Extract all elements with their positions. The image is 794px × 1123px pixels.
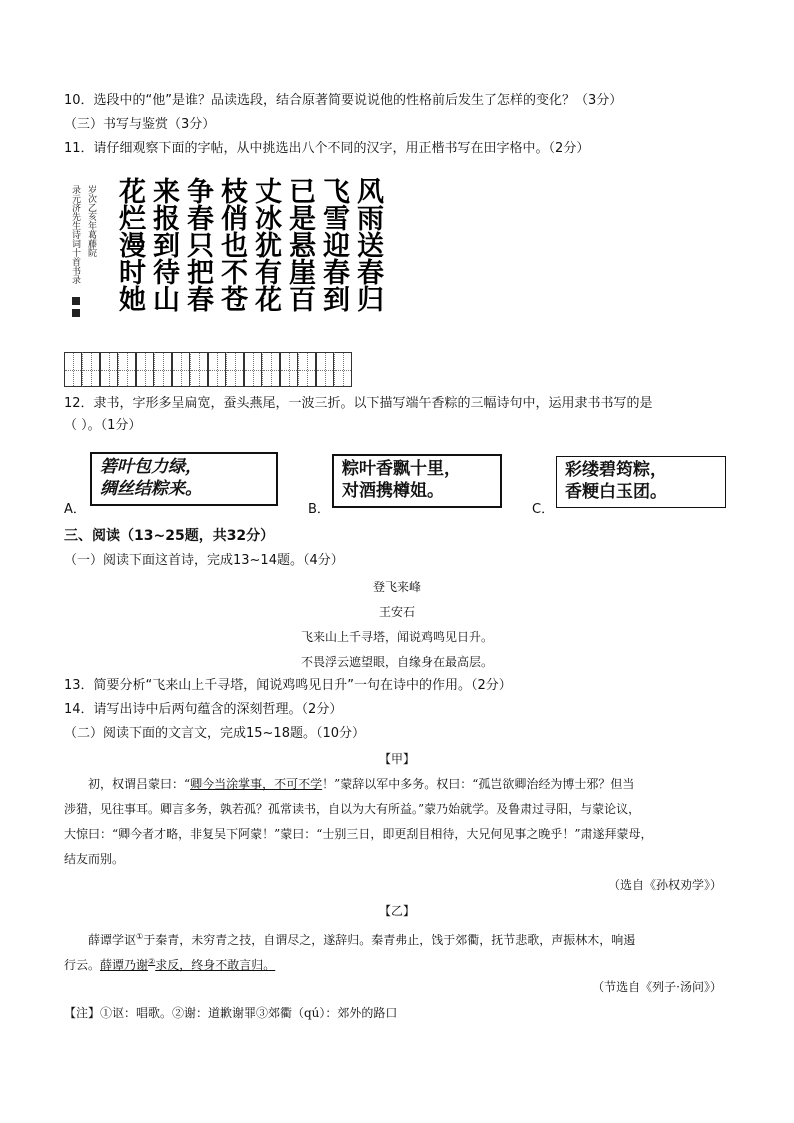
poem-line-2: 不畏浮云遮望眼，自缘身在最高层。 bbox=[300, 655, 493, 669]
grid-cell[interactable] bbox=[316, 352, 334, 387]
question-14: 14．请写出诗中后两句蕴含的深刻哲理。（2分） bbox=[64, 702, 343, 717]
passage-yi-title: 【乙】 bbox=[378, 904, 415, 918]
underlined-sentence: 卿今当涂掌事，不可不学 bbox=[190, 777, 323, 791]
option-a-letter: A． bbox=[64, 502, 86, 517]
grid-cell[interactable] bbox=[82, 352, 100, 387]
text-span: 于秦青，未穷青之技，自谓尽之，遂辞归。秦青弗止，饯于郊衢，抚节悲歌，声振林木，响遏 bbox=[143, 933, 636, 947]
grid-cell[interactable] bbox=[244, 352, 262, 387]
option-a-box bbox=[90, 452, 278, 506]
grid-cell[interactable] bbox=[298, 352, 316, 387]
copybook-column: 来报到待山 bbox=[148, 177, 179, 312]
option-c-letter: C． bbox=[532, 502, 555, 517]
footnote: 【注】①讴：唱歌。②谢：道歉谢罪③郊衢（qú）：郊外的路口 bbox=[64, 1006, 398, 1020]
underlined-sentence: 薛谭乃谢 bbox=[100, 958, 149, 972]
passage-jia-line: 涉猎，见往事耳。卿言多务，孰若孤？孤常读书，自以为大有所益。”蒙乃始就学。及鲁肃过寻阳，与蒙论议， bbox=[64, 802, 641, 816]
text-span: 初，权谓吕蒙曰：“ bbox=[88, 777, 191, 791]
copybook-column: 丈冰犹有花 bbox=[250, 177, 281, 312]
reading-section-title: 三、阅读（13~25题，共32分） bbox=[64, 528, 275, 544]
copybook-column: 风雨送春归 bbox=[352, 177, 383, 312]
passage-jia-line: 大惊曰：“卿今者才略，非复吴下阿蒙！”蒙曰：“士别三日，即更刮目相待，大兄何见事之晚乎！”肃遂拜蒙母， bbox=[64, 827, 653, 841]
copybook-column: 飞雪迎春到 bbox=[318, 177, 349, 312]
grid-cell[interactable] bbox=[136, 352, 154, 387]
option-c-line2: 香粳白玉团。 bbox=[565, 482, 667, 502]
passage-yi-line bbox=[88, 928, 635, 949]
classical-intro: （二）阅读下面的文言文，完成15~18题。（10分） bbox=[64, 726, 366, 741]
option-b-line2: 对酒携樽姐。 bbox=[342, 481, 444, 501]
grid-cell[interactable] bbox=[100, 352, 118, 387]
grid-cell[interactable] bbox=[154, 352, 172, 387]
option-b-box bbox=[332, 454, 502, 508]
grid-cell[interactable] bbox=[334, 352, 352, 387]
copybook-inscription-1: 岁次乙亥年葛藤院 bbox=[86, 185, 96, 257]
question-10: 10．选段中的“他”是谁？品读选段，结合原著简要说说他的性格前后发生了怎样的变化？（3分） bbox=[64, 93, 623, 108]
passage-yi-line bbox=[64, 953, 275, 974]
grid-cell[interactable] bbox=[226, 352, 244, 387]
copybook-column: 枝俏也不苍 bbox=[216, 177, 247, 312]
text-span: 薛谭学讴 bbox=[88, 933, 137, 947]
copybook-column: 争春只把春 bbox=[182, 177, 213, 312]
poem-intro: （一）阅读下面这首诗，完成13~14题。（4分） bbox=[64, 553, 344, 568]
passage-jia-line bbox=[88, 775, 634, 793]
copybook-column: 花烂漫时她 bbox=[114, 177, 145, 312]
writing-grid bbox=[64, 352, 352, 387]
copybook-column: 已是悬崖百 bbox=[284, 177, 315, 312]
seal-stamp bbox=[72, 309, 80, 317]
poem-title: 登飞来峰 bbox=[372, 580, 421, 594]
question-13: 13．简要分析“飞来山上千寻塔，闻说鸡鸣见日升”一句在诗中的作用。（2分） bbox=[64, 678, 512, 693]
grid-cell[interactable] bbox=[262, 352, 280, 387]
text-span: 行云。 bbox=[64, 958, 101, 972]
grid-cell[interactable] bbox=[64, 352, 82, 387]
passage-yi-source: （节选自《列子·汤问》） bbox=[592, 980, 722, 994]
text-span: ！”蒙辞以军中多务。权曰：“孤岂欲卿治经为博士邪？但当 bbox=[322, 777, 635, 791]
option-b-letter: B． bbox=[308, 502, 330, 517]
question-12-blank: （ ）。（1分） bbox=[64, 418, 142, 433]
poem-line-1: 飞来山上千寻塔，闻说鸡鸣见日升。 bbox=[300, 630, 493, 644]
grid-cell[interactable] bbox=[208, 352, 226, 387]
seal-stamp bbox=[72, 297, 80, 305]
copybook-inscription-2: 录元济先生诗词十首书录 bbox=[70, 185, 80, 284]
calligraphy-copybook bbox=[66, 175, 384, 335]
passage-jia-source: （选自《孙权劝学》） bbox=[607, 878, 722, 892]
question-11: 11．请仔细观察下面的字帖，从中挑选出八个不同的汉字，用正楷书写在田字格中。（2分） bbox=[64, 141, 590, 156]
note-mark-2: ② bbox=[148, 957, 156, 966]
option-c-box bbox=[556, 456, 726, 508]
passage-jia-line: 结友而别。 bbox=[64, 852, 125, 866]
underlined-sentence: 求反，终身不敢言归。 bbox=[155, 958, 276, 972]
note-mark-1: ① bbox=[136, 932, 144, 941]
option-a-line2: 绸丝结粽来。 bbox=[100, 479, 202, 499]
option-b-line1: 粽叶香飘十里， bbox=[342, 459, 461, 479]
option-c-line1: 彩缕碧筠粽， bbox=[565, 460, 667, 480]
grid-cell[interactable] bbox=[118, 352, 136, 387]
question-12: 12．隶书，字形多呈扁宽，蚕头燕尾，一波三折。以下描写端午香粽的三幅诗句中，运用隶书书写的是 bbox=[64, 396, 653, 411]
section-writing-title: （三）书写与鉴赏（3分） bbox=[64, 117, 216, 132]
grid-cell[interactable] bbox=[190, 352, 208, 387]
grid-cell[interactable] bbox=[280, 352, 298, 387]
option-a-line1: 箬叶包力绿， bbox=[100, 457, 202, 477]
grid-cell[interactable] bbox=[172, 352, 190, 387]
poem-author: 王安石 bbox=[378, 605, 415, 619]
passage-jia-title: 【甲】 bbox=[378, 752, 415, 766]
